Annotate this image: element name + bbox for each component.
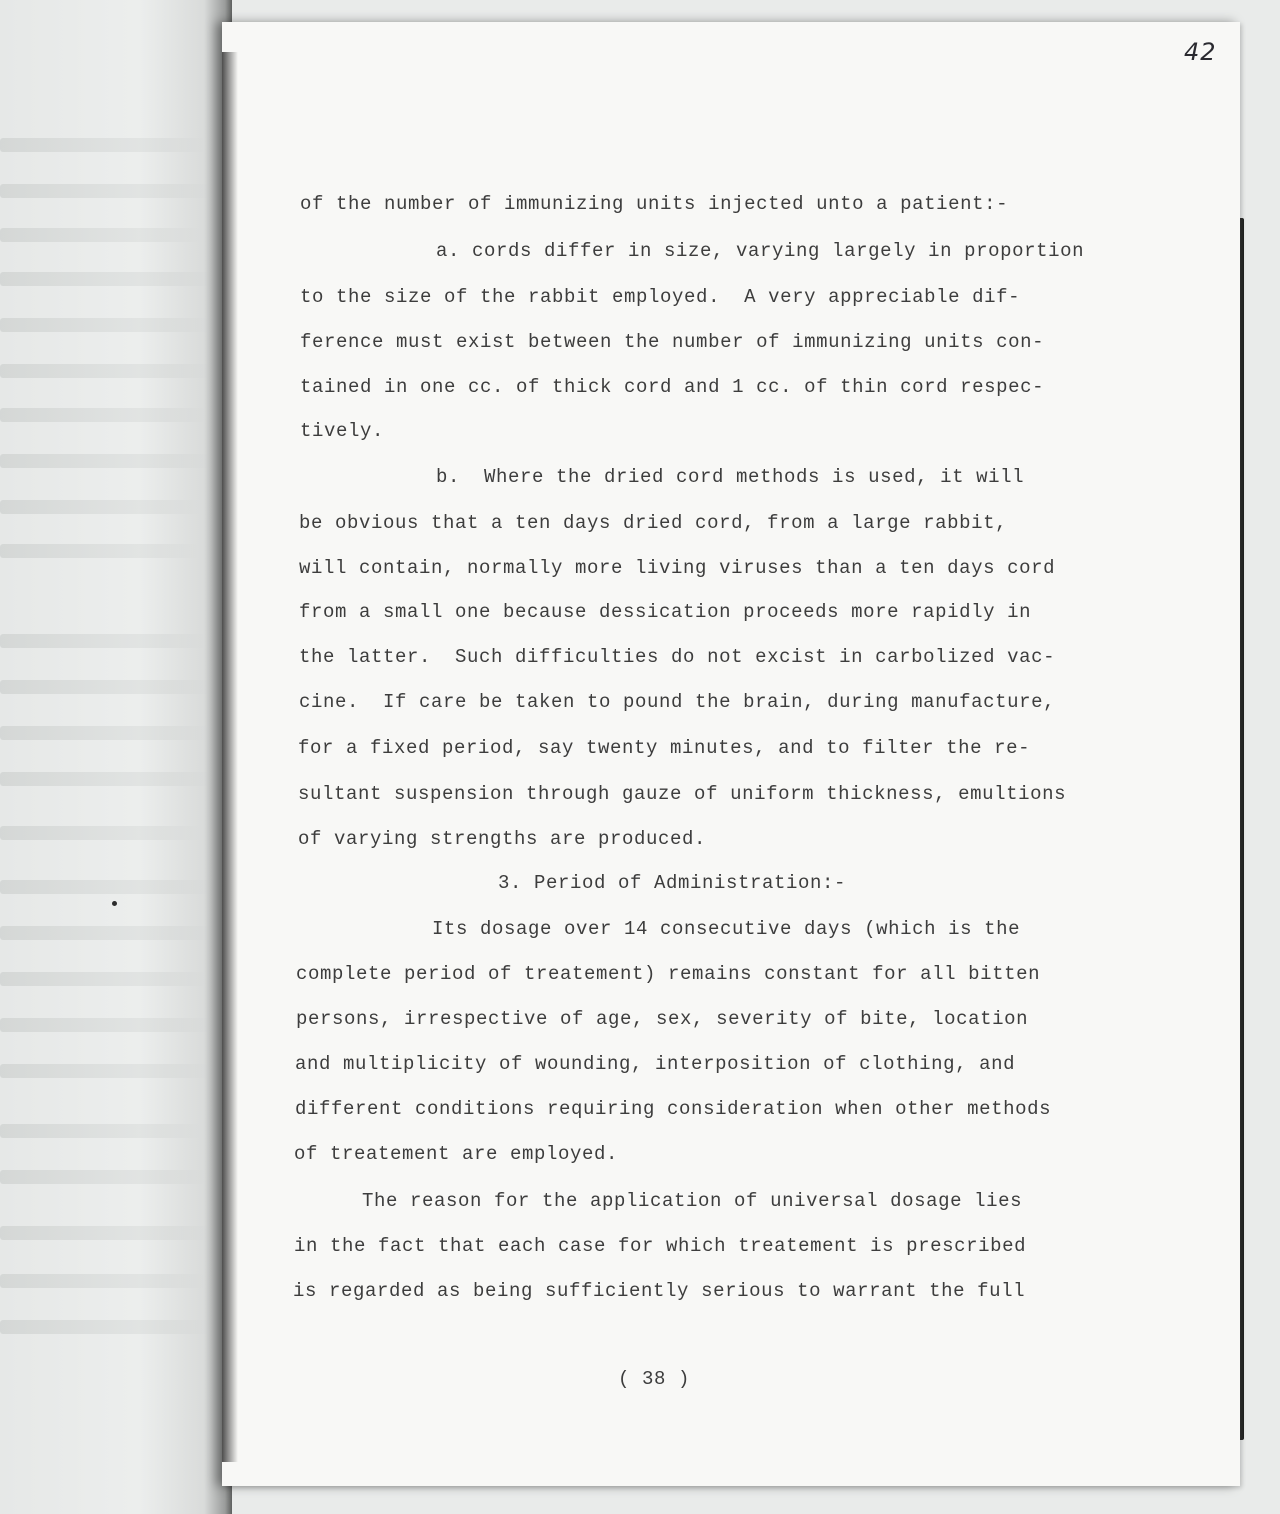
- text-line: ference must exist between the number of immunizing units con-: [300, 331, 1045, 353]
- text-line: to the size of the rabbit employed. A very appreciable dif-: [300, 286, 1021, 308]
- bleed-through-line: [0, 1320, 208, 1334]
- text-line: for a fixed period, say twenty minutes, and to filter the re-: [298, 737, 1031, 759]
- bleed-through-line: [0, 184, 210, 198]
- text-line: b. Where the dried cord methods is used, it will: [436, 466, 1025, 488]
- bleed-through-line: [0, 408, 206, 422]
- text-line: a. cords differ in size, varying largely in proportion: [436, 240, 1085, 262]
- text-line: will contain, normally more living viruses than a ten days cord: [299, 557, 1056, 579]
- section-heading: 3. Period of Administration:-: [498, 872, 847, 894]
- text-line: sultant suspension through gauze of uniform thickness, emultions: [298, 783, 1067, 805]
- bleed-through-line: [0, 726, 208, 740]
- text-line: Its dosage over 14 consecutive days (which is the: [432, 918, 1021, 940]
- facing-page: [0, 0, 232, 1514]
- bleed-through-line: [0, 500, 200, 514]
- text-line: of treatement are employed.: [294, 1143, 619, 1165]
- text-line: in the fact that each case for which treatement is prescribed: [294, 1235, 1027, 1257]
- bleed-through-line: [0, 826, 200, 840]
- bleed-through-line: [0, 1124, 200, 1138]
- bleed-through-line: [0, 1064, 208, 1078]
- bleed-through-line: [0, 318, 208, 332]
- bleed-through-line: [0, 454, 210, 468]
- bleed-through-line: [0, 972, 206, 986]
- bleed-through-line: [0, 544, 198, 558]
- bleed-through-line: [0, 926, 212, 940]
- bleed-through-line: [0, 680, 210, 694]
- text-line: The reason for the application of universal dosage lies: [362, 1190, 1023, 1212]
- text-line: the latter. Such difficulties do not excist in carbolized vac-: [299, 646, 1056, 668]
- text-line: persons, irrespective of age, sex, severity of bite, location: [296, 1008, 1029, 1030]
- page-stamp-number: 42: [1184, 38, 1217, 66]
- text-line: of varying strengths are produced.: [298, 828, 707, 850]
- bleed-through-line: [0, 1018, 210, 1032]
- bleed-through-line: [0, 272, 212, 286]
- bleed-through-line: [0, 1274, 204, 1288]
- page-folio: ( 38 ): [618, 1368, 691, 1390]
- text-line: be obvious that a ten days dried cord, from a large rabbit,: [299, 512, 1008, 534]
- bleed-through-line: [0, 1226, 210, 1240]
- text-line: and multiplicity of wounding, interposition of clothing, and: [295, 1053, 1016, 1075]
- bleed-through-line: [0, 880, 210, 894]
- text-line: complete period of treatement) remains constant for all bitten: [296, 963, 1041, 985]
- text-line: tained in one cc. of thick cord and 1 cc. of thin cord respec-: [300, 376, 1045, 398]
- text-line: cine. If care be taken to pound the brain, during manufacture,: [299, 691, 1056, 713]
- text-line: is regarded as being sufficiently serious to warrant the full: [293, 1280, 1026, 1302]
- bleed-through-line: [0, 1170, 206, 1184]
- ink-dot: [112, 901, 117, 906]
- text-line: of the number of immunizing units injected unto a patient:-: [300, 193, 1009, 215]
- typed-page: [222, 22, 1240, 1486]
- bleed-through-line: [0, 138, 205, 152]
- bleed-through-line: [0, 772, 210, 786]
- text-line: tively.: [300, 420, 385, 442]
- text-line: from a small one because dessication proceeds more rapidly in: [299, 601, 1032, 623]
- bleed-through-line: [0, 364, 210, 378]
- text-line: different conditions requiring consideration when other methods: [295, 1098, 1052, 1120]
- binding-shadow: [222, 52, 238, 1462]
- bleed-through-line: [0, 634, 205, 648]
- bleed-through-line: [0, 228, 200, 242]
